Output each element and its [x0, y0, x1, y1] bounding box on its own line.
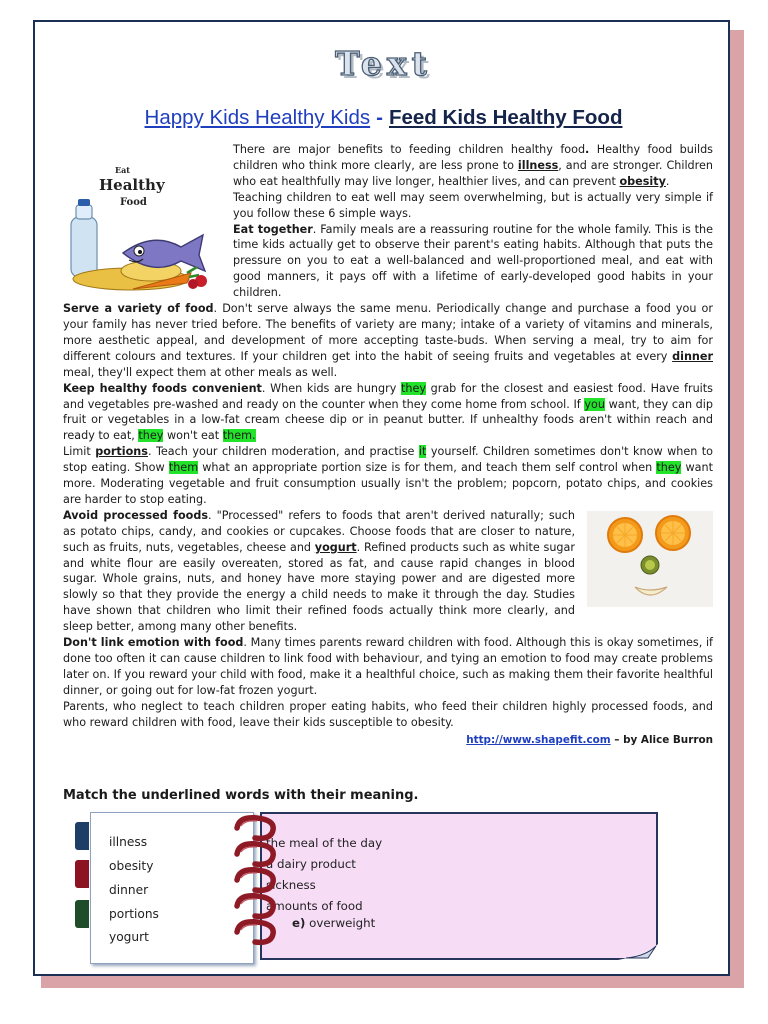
meaning-letter: e): [292, 916, 306, 930]
meaning-item: amounts of food: [266, 899, 363, 913]
highlight-they: they: [138, 429, 164, 443]
meaning-list-page: [260, 812, 658, 960]
eat-together-body: . Family meals are a reassuring routine for the whole family. This is the time kids actually get to observe their parent's eating habits. Although that puts the pressure on you to eat a well-balanced and well-proportioned meal, and eat with good manners, it pays off with a lifetime of early-developed good habits in your children.: [233, 222, 713, 300]
intro-paragraph-2: Teaching children to eat well may seem overwhelming, but is actually very simple if you follow these 6 simple ways.: [233, 190, 713, 220]
intro-text: , and are stronger. Children who eat healthfully may live longer, healthier lives, and can prevent: [233, 158, 713, 188]
eat-together-heading: Eat together: [233, 222, 313, 236]
keyword-portions: portions: [95, 445, 148, 459]
highlight-them: them: [168, 461, 199, 475]
intro-text: .: [665, 174, 670, 188]
notebook-tab-blue: [75, 822, 89, 850]
portions-text: what an appropriate portion size is for them, and teach them self control when: [198, 461, 657, 475]
intro-text: Healthy food builds children who think more clearly, are less prone to: [233, 143, 713, 172]
portions-text: yourself. Children sometimes don't know when to stop eating. Show: [63, 445, 713, 475]
convenient-text: grab for the closest and easiest food. Have fruits and vegetables pre-washed and ready on the counter when they come home from school. If: [63, 381, 713, 411]
meaning-item: the meal of the day: [266, 836, 383, 850]
highlight-it: it: [418, 445, 427, 459]
portions-text: want more. Moderating vegetable and fruit consumption usually isn't the problem; popcorn, potato chips, and cookies are harder to stop eating.: [63, 461, 714, 506]
word-list-page: [90, 812, 254, 964]
emotion-body: . Many times parents reward children with food. Although this is okay sometimes, if done too often it can cause children to link food with behaviour, and tying an emotion to food may create problems later on. If you reward your child with food, make it a healthful choice, such as making them their favorite healthful dinner, or going out for low-fat frozen yogurt.: [63, 636, 713, 697]
author-credit: – by Alice Burron: [610, 733, 713, 746]
convenient-heading: Keep healthy foods convenient: [63, 381, 262, 395]
keyword-illness: illness: [517, 158, 559, 172]
emotion-paragraph: [63, 635, 713, 699]
wordart-title: Text: [335, 44, 432, 83]
highlight-they: they: [401, 381, 426, 395]
meaning-text: overweight: [305, 916, 376, 930]
word-item: obesity: [109, 859, 154, 873]
highlight-they: they: [656, 461, 682, 475]
food-image-text-eat: Eat: [115, 165, 130, 175]
processed-text: . "Processed" refers to foods that aren't derived naturally; such as potato chips, candy, and cookies or cupcakes. Choose foods that are closer to nature, such as fruits, nuts, vegetables, cheese and: [63, 508, 576, 554]
healthy-food-image: [63, 143, 229, 291]
page-curl-icon: [618, 944, 658, 960]
exercise-title: Match the underlined words with their meaning.: [63, 788, 419, 803]
keyword-yogurt: yogurt: [314, 540, 357, 554]
convenient-text: . When kids are hungry: [261, 381, 401, 395]
intro-text: There are major benefits to feeding children healthy food: [233, 143, 586, 156]
title-dash: -: [376, 106, 383, 129]
convenient-text: won't eat: [163, 429, 223, 443]
meaning-item: [292, 916, 375, 930]
intro-bold-dot: .: [585, 143, 590, 156]
meaning-item: a dairy product: [266, 857, 356, 871]
title-sub: Feed Kids Healthy Food: [388, 106, 623, 129]
processed-text: . Refined products such as white sugar and white flour are easily overeaten, stored as fat, and cause rapid changes in blood sugar. Whole grains, nuts, and honey have more staying power and are digested more slowly so that they provide the energy a child needs to make it through the day. Studies have shown that children who limit their refined foods actually think more clearly, and sleep better, among many other benefits.: [63, 540, 575, 634]
highlight-you: you: [584, 397, 605, 411]
food-image-text-healthy: Healthy: [99, 176, 165, 194]
word-item: portions: [109, 907, 159, 921]
variety-heading: Serve a variety of food: [63, 302, 214, 316]
convenient-paragraph: [63, 381, 713, 445]
fruit-face-image: [587, 511, 713, 607]
title-main: Happy Kids Healthy Kids: [144, 106, 371, 129]
variety-paragraph: [63, 301, 713, 381]
keyword-obesity: obesity: [619, 174, 666, 188]
portions-paragraph: [63, 444, 713, 508]
food-image-text-food: Food: [120, 197, 147, 208]
notebook-rings-icon: [231, 814, 283, 962]
word-item: illness: [109, 835, 148, 849]
processed-heading: Avoid processed foods: [63, 508, 209, 522]
word-item: yogurt: [109, 930, 149, 944]
variety-body: . Don't serve always the same menu. Periodically change and purchase a food you or your family has never tried before. The benefits of variety are many; intake of a variety of vitamins and minerals, more aesthetic appeal, and development of more accepting taste-buds. When serving a meal, try to aim for different colours and textures. If your children get into the habit of seeing fruits and vegetables at every: [63, 302, 713, 363]
page-title: [35, 106, 732, 130]
emotion-heading: Don't link emotion with food: [63, 636, 244, 650]
source-link[interactable]: http://www.shapefit.com: [466, 733, 611, 746]
portions-text: Limit: [63, 445, 96, 459]
convenient-text: want, they can dip fruit or vegetables in a low-fat cream cheese dip or in peanut butter. If unhealthy foods aren't within reach and ready to eat,: [63, 397, 713, 443]
source-credit: [63, 733, 713, 749]
keyword-dinner: dinner: [672, 349, 713, 363]
meaning-item: sickness: [266, 878, 316, 892]
article-top: [63, 142, 713, 748]
highlight-them: them.: [222, 429, 256, 443]
closing-paragraph: Parents, who neglect to teach children proper eating habits, who feed their children highly processed foods, and who reward children with food, leave their kids susceptible to obesity.: [63, 699, 713, 729]
notebook-tab-red: [75, 860, 89, 888]
worksheet-page: [33, 20, 730, 976]
notebook-tab-green: [75, 900, 89, 928]
word-item: dinner: [109, 883, 149, 897]
variety-body: meal, they'll expect them at other meals as well.: [63, 365, 338, 379]
portions-text: . Teach your children moderation, and practise: [147, 445, 419, 459]
